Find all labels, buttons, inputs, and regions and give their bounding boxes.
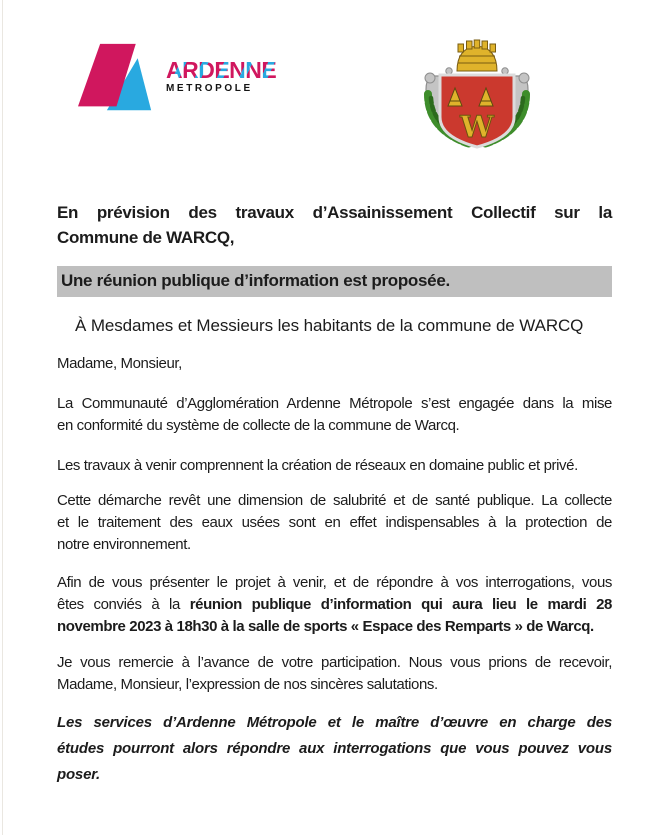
body-paragraph-salubrite-line: Cette démarche revêt une dimension de salubrité et de santé publique. La collecte bbox=[57, 492, 612, 509]
crest-frame-volute bbox=[425, 73, 435, 83]
salutation-line bbox=[57, 315, 612, 337]
body-paragraph-remerciement bbox=[57, 652, 612, 696]
body-paragraph-reunion bbox=[57, 572, 612, 638]
crest-frame-volute bbox=[519, 73, 529, 83]
closing-paragraph bbox=[57, 710, 612, 788]
crest-crown bbox=[457, 40, 497, 71]
highlight-banner-line: Une réunion publique d’information est proposée. bbox=[61, 271, 450, 290]
closing-paragraph-line: études pourront alors répondre aux interrogations que vous pouvez vous bbox=[57, 740, 612, 757]
page-left-edge bbox=[2, 0, 3, 835]
brand-name: ARDENNE bbox=[166, 57, 277, 83]
heading-line: Commune de WARCQ, bbox=[57, 228, 235, 247]
crown-crenel bbox=[458, 44, 464, 52]
body-paragraph-travaux-line: Les travaux à venir comprennent la création de réseaux en domaine public et privé. bbox=[57, 457, 578, 474]
crown-crenel bbox=[482, 41, 488, 49]
highlight-banner bbox=[57, 266, 612, 297]
logo-mark-icon bbox=[78, 43, 155, 112]
heading-line: En prévision des travaux d’Assainissement Collectif sur la bbox=[57, 203, 612, 222]
body-paragraph-engagement-line: La Communauté d’Agglomération Ardenne Métropole s’est engagée dans la mise bbox=[57, 395, 612, 412]
brand-subtitle: METROPOLE bbox=[166, 83, 253, 94]
body-paragraph-remerciement-line: Madame, Monsieur, l’expression de nos sincères salutations. bbox=[57, 676, 438, 693]
body-paragraph-reunion-line: novembre 2023 à 18h30 à la salle de sports « Espace des Remparts » de Warcq. bbox=[57, 618, 594, 635]
body-paragraph-travaux bbox=[57, 455, 612, 477]
body-paragraph-reunion-line: Afin de vous présenter le projet à venir, et de répondre à vos interrogations, vous bbox=[57, 574, 612, 591]
crown-crenel bbox=[467, 41, 473, 49]
greeting-line-line: Madame, Monsieur, bbox=[57, 355, 182, 372]
greeting-line bbox=[57, 353, 612, 375]
warcq-coat-of-arms-icon bbox=[418, 38, 536, 150]
crest-frame-curl bbox=[502, 68, 508, 74]
body-paragraph-engagement-line: en conformité du système de collecte de la commune de Warcq. bbox=[57, 417, 460, 434]
body-paragraph-reunion-line: êtes conviés à la réunion publique d’information qui aura lieu le mardi 28 bbox=[57, 596, 613, 613]
heading bbox=[57, 200, 612, 250]
crest-frame-curl bbox=[446, 68, 452, 74]
body-paragraph-engagement bbox=[57, 393, 612, 437]
closing-paragraph-line: Les services d’Ardenne Métropole et le maître d’œuvre en charge des bbox=[57, 714, 612, 731]
body-paragraph-remerciement-line: Je vous remercie à l’avance de votre participation. Nous vous prions de recevoir, bbox=[57, 654, 612, 671]
logo-text bbox=[166, 59, 276, 112]
crown-crenel bbox=[474, 40, 480, 48]
document-body bbox=[57, 200, 612, 788]
body-paragraph-salubrite bbox=[57, 490, 612, 556]
ardenne-metropole-logo bbox=[78, 43, 276, 112]
crest-monogram: W bbox=[460, 110, 494, 145]
closing-paragraph-line: poser. bbox=[57, 766, 100, 783]
body-paragraph-salubrite-line: et le traitement des eaux usées sont en effet indispensables à la protection de bbox=[57, 514, 612, 531]
crown-crenel bbox=[490, 44, 496, 52]
salutation-line-line: À Mesdames et Messieurs les habitants de la commune de WARCQ bbox=[75, 316, 584, 335]
body-paragraph-salubrite-line: notre environnement. bbox=[57, 536, 191, 553]
